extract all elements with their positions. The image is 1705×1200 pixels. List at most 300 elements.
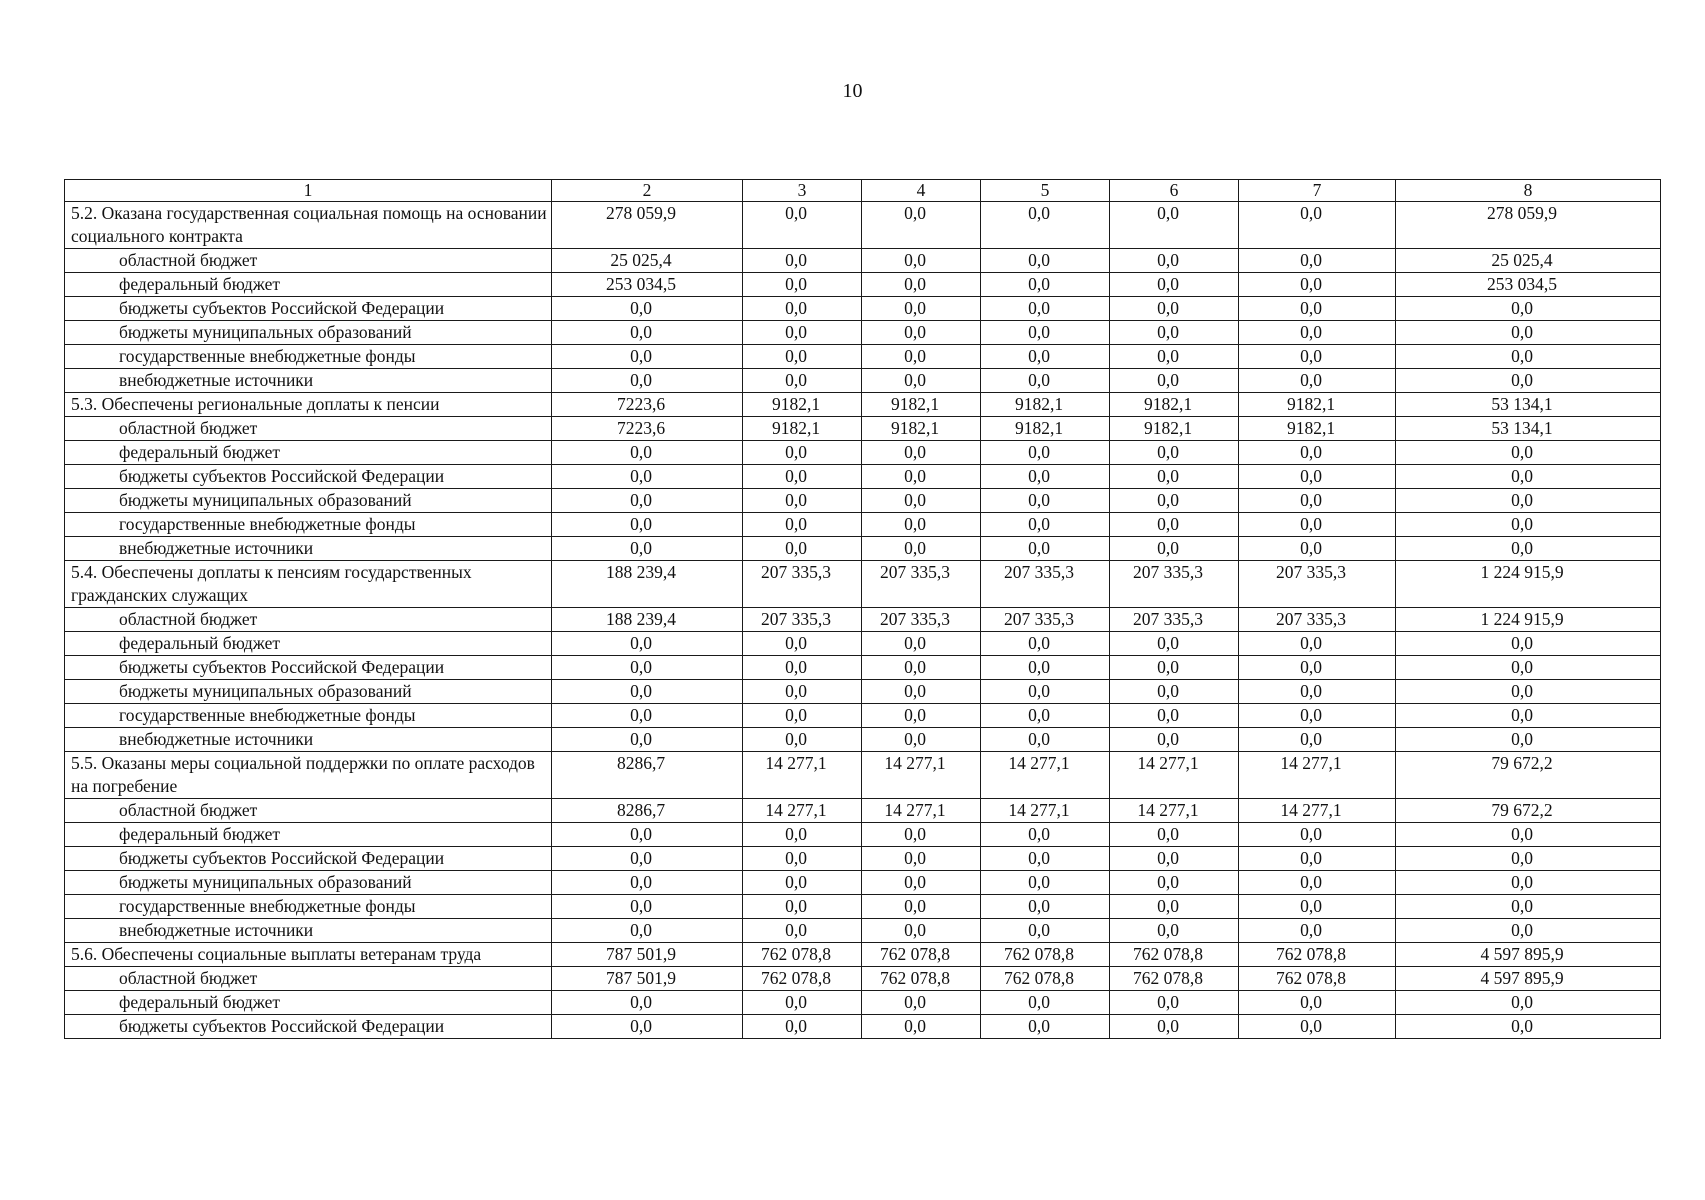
source-name: бюджеты субъектов Российской Федерации — [65, 297, 552, 321]
value-cell — [1396, 632, 1661, 656]
value-text: 0,0 — [785, 1016, 807, 1036]
value-cell — [743, 513, 862, 537]
value-cell — [743, 991, 862, 1015]
value-text: 0,0 — [630, 872, 652, 892]
value-cell — [552, 632, 743, 656]
section-name: 5.2. Оказана государственная социальная помощь на основании социального контракта — [65, 202, 552, 249]
value-cell — [1110, 608, 1239, 632]
value-cell — [981, 297, 1110, 321]
table-row — [65, 608, 1661, 632]
source-name: областной бюджет — [65, 799, 552, 823]
value-cell — [1110, 273, 1239, 297]
value-text: 14 277,1 — [884, 800, 946, 820]
value-text: 762 078,8 — [761, 968, 831, 988]
value-text: 0,0 — [1511, 681, 1533, 701]
source-name: бюджеты субъектов Российской Федерации — [65, 847, 552, 871]
value-cell — [1396, 967, 1661, 991]
value-cell — [743, 417, 862, 441]
value-text: 0,0 — [1300, 250, 1322, 270]
source-name: бюджеты муниципальных образований — [65, 680, 552, 704]
value-text: 0,0 — [1511, 514, 1533, 534]
value-cell — [862, 632, 981, 656]
value-text: 207 335,3 — [761, 562, 831, 582]
value-text: 787 501,9 — [606, 944, 676, 964]
value-cell — [552, 823, 743, 847]
value-text: 14 277,1 — [1008, 753, 1070, 773]
value-text: 0,0 — [1157, 657, 1179, 677]
value-cell — [981, 345, 1110, 369]
table-row — [65, 704, 1661, 728]
source-name: государственные внебюджетные фонды — [65, 704, 552, 728]
value-text: 0,0 — [1028, 657, 1050, 677]
value-cell — [981, 895, 1110, 919]
value-cell — [862, 871, 981, 895]
value-cell — [862, 489, 981, 513]
value-cell — [1239, 656, 1396, 680]
value-text: 0,0 — [630, 514, 652, 534]
value-text: 0,0 — [1028, 896, 1050, 916]
value-text: 0,0 — [1157, 872, 1179, 892]
value-cell — [981, 249, 1110, 273]
value-cell — [743, 728, 862, 752]
value-text: 0,0 — [1028, 729, 1050, 749]
value-cell — [1110, 202, 1239, 249]
value-cell — [1239, 1015, 1396, 1039]
value-cell — [1110, 537, 1239, 561]
value-text: 14 277,1 — [1137, 753, 1199, 773]
value-cell — [981, 943, 1110, 967]
value-text: 7223,6 — [616, 394, 666, 414]
value-cell — [862, 561, 981, 608]
column-header: 8 — [1396, 180, 1661, 202]
value-text: 0,0 — [785, 681, 807, 701]
value-cell — [1110, 823, 1239, 847]
source-name: федеральный бюджет — [65, 441, 552, 465]
value-text: 0,0 — [1028, 681, 1050, 701]
table-row — [65, 799, 1661, 823]
value-text: 0,0 — [630, 1016, 652, 1036]
value-cell — [1239, 871, 1396, 895]
column-header: 5 — [981, 180, 1110, 202]
value-cell — [1110, 489, 1239, 513]
value-cell — [1396, 919, 1661, 943]
value-text: 0,0 — [1157, 514, 1179, 534]
value-cell — [1110, 656, 1239, 680]
value-cell — [552, 943, 743, 967]
value-cell — [981, 728, 1110, 752]
value-cell — [981, 799, 1110, 823]
source-name: бюджеты субъектов Российской Федерации — [65, 1015, 552, 1039]
value-text: 0,0 — [785, 250, 807, 270]
value-text: 0,0 — [1300, 322, 1322, 342]
value-cell — [862, 967, 981, 991]
value-text: 0,0 — [1028, 274, 1050, 294]
value-text: 0,0 — [630, 370, 652, 390]
value-cell — [743, 249, 862, 273]
value-text: 0,0 — [1028, 848, 1050, 868]
value-text: 0,0 — [1511, 848, 1533, 868]
value-cell — [552, 752, 743, 799]
value-cell — [981, 513, 1110, 537]
value-text: 0,0 — [1157, 681, 1179, 701]
value-text: 0,0 — [1511, 896, 1533, 916]
value-text: 207 335,3 — [1276, 562, 1346, 582]
table-row — [65, 441, 1661, 465]
value-text: 0,0 — [1511, 490, 1533, 510]
value-cell — [552, 895, 743, 919]
value-cell — [743, 847, 862, 871]
value-text: 0,0 — [1300, 705, 1322, 725]
value-text: 0,0 — [1157, 729, 1179, 749]
source-name: бюджеты субъектов Российской Федерации — [65, 465, 552, 489]
value-cell — [743, 608, 862, 632]
value-text: 278 059,9 — [606, 203, 676, 223]
value-cell — [552, 871, 743, 895]
table-row — [65, 847, 1661, 871]
value-cell — [1396, 823, 1661, 847]
value-text: 0,0 — [904, 633, 926, 653]
value-text: 253 034,5 — [1487, 274, 1557, 294]
value-text: 79 672,2 — [1491, 800, 1553, 820]
value-text: 0,0 — [785, 466, 807, 486]
value-text: 0,0 — [1300, 298, 1322, 318]
value-cell — [1396, 537, 1661, 561]
value-cell — [1239, 799, 1396, 823]
value-text: 0,0 — [1028, 250, 1050, 270]
value-text: 0,0 — [785, 657, 807, 677]
value-text: 0,0 — [1028, 322, 1050, 342]
value-text: 14 277,1 — [1137, 800, 1199, 820]
value-text: 0,0 — [785, 346, 807, 366]
value-cell — [1396, 1015, 1661, 1039]
value-text: 0,0 — [1300, 466, 1322, 486]
value-cell — [552, 369, 743, 393]
table-body — [65, 180, 1661, 1039]
value-text: 53 134,1 — [1491, 394, 1553, 414]
value-cell — [981, 608, 1110, 632]
value-text: 0,0 — [630, 992, 652, 1012]
section-row — [65, 393, 1661, 417]
value-text: 0,0 — [904, 920, 926, 940]
source-name: внебюджетные источники — [65, 537, 552, 561]
value-cell — [981, 369, 1110, 393]
value-text: 0,0 — [904, 538, 926, 558]
table-row — [65, 1015, 1661, 1039]
value-cell — [981, 465, 1110, 489]
value-cell — [743, 489, 862, 513]
value-cell — [1396, 345, 1661, 369]
value-text: 0,0 — [1300, 824, 1322, 844]
value-cell — [743, 823, 862, 847]
value-cell — [1396, 441, 1661, 465]
value-text: 0,0 — [1300, 657, 1322, 677]
table-row — [65, 967, 1661, 991]
value-text: 0,0 — [1028, 514, 1050, 534]
value-cell — [743, 656, 862, 680]
value-text: 0,0 — [904, 298, 926, 318]
section-name: 5.3. Обеспечены региональные доплаты к пенсии — [65, 393, 552, 417]
value-cell — [552, 967, 743, 991]
value-text: 0,0 — [904, 322, 926, 342]
value-cell — [1396, 991, 1661, 1015]
value-cell — [862, 465, 981, 489]
value-text: 0,0 — [1511, 729, 1533, 749]
source-name: федеральный бюджет — [65, 823, 552, 847]
value-text: 0,0 — [1157, 346, 1179, 366]
value-cell — [1396, 321, 1661, 345]
value-text: 0,0 — [1511, 633, 1533, 653]
value-cell — [1396, 513, 1661, 537]
value-cell — [743, 561, 862, 608]
table-row — [65, 871, 1661, 895]
value-cell — [862, 919, 981, 943]
value-cell — [862, 273, 981, 297]
value-cell — [862, 513, 981, 537]
value-text: 0,0 — [1028, 872, 1050, 892]
value-text: 0,0 — [904, 729, 926, 749]
value-cell — [862, 895, 981, 919]
value-cell — [981, 991, 1110, 1015]
column-header: 4 — [862, 180, 981, 202]
value-cell — [552, 345, 743, 369]
value-text: 0,0 — [904, 490, 926, 510]
value-text: 0,0 — [1300, 896, 1322, 916]
value-cell — [1239, 608, 1396, 632]
table-row — [65, 991, 1661, 1015]
value-cell — [743, 441, 862, 465]
table-row — [65, 273, 1661, 297]
value-cell — [981, 967, 1110, 991]
value-text: 0,0 — [1028, 203, 1050, 223]
value-cell — [1396, 871, 1661, 895]
value-text: 7223,6 — [616, 418, 666, 438]
value-cell — [862, 847, 981, 871]
section-row — [65, 561, 1661, 608]
value-cell — [1110, 847, 1239, 871]
value-cell — [862, 537, 981, 561]
value-cell — [981, 680, 1110, 704]
value-text: 0,0 — [785, 896, 807, 916]
value-cell — [862, 417, 981, 441]
source-name: федеральный бюджет — [65, 991, 552, 1015]
value-text: 0,0 — [630, 896, 652, 916]
value-text: 0,0 — [1157, 848, 1179, 868]
value-cell — [1396, 680, 1661, 704]
value-cell — [981, 537, 1110, 561]
value-text: 0,0 — [630, 490, 652, 510]
value-cell — [552, 273, 743, 297]
table-row — [65, 680, 1661, 704]
value-cell — [1239, 465, 1396, 489]
value-cell — [552, 991, 743, 1015]
page-number: 10 — [842, 80, 863, 102]
value-text: 0,0 — [630, 322, 652, 342]
value-text: 207 335,3 — [1133, 609, 1203, 629]
value-cell — [1239, 321, 1396, 345]
value-cell — [552, 728, 743, 752]
value-cell — [1396, 728, 1661, 752]
value-cell — [1110, 704, 1239, 728]
value-text: 0,0 — [904, 824, 926, 844]
value-cell — [743, 273, 862, 297]
value-text: 0,0 — [1511, 1016, 1533, 1036]
value-text: 188 239,4 — [606, 609, 676, 629]
value-text: 0,0 — [1157, 538, 1179, 558]
value-cell — [1396, 943, 1661, 967]
value-text: 9182,1 — [890, 394, 940, 414]
value-cell — [1110, 417, 1239, 441]
value-text: 0,0 — [630, 729, 652, 749]
value-cell — [981, 656, 1110, 680]
value-cell — [552, 847, 743, 871]
table-row — [65, 297, 1661, 321]
value-cell — [743, 297, 862, 321]
value-text: 0,0 — [1028, 824, 1050, 844]
value-text: 0,0 — [1300, 203, 1322, 223]
value-text: 0,0 — [785, 729, 807, 749]
value-cell — [1110, 393, 1239, 417]
table-row — [65, 513, 1661, 537]
value-cell — [862, 321, 981, 345]
value-cell — [1110, 249, 1239, 273]
value-text: 0,0 — [1511, 346, 1533, 366]
value-text: 0,0 — [1028, 298, 1050, 318]
value-text: 207 335,3 — [1004, 609, 1074, 629]
value-text: 0,0 — [1028, 346, 1050, 366]
value-cell — [1110, 1015, 1239, 1039]
value-cell — [1110, 561, 1239, 608]
table-row — [65, 823, 1661, 847]
table-row — [65, 321, 1661, 345]
value-cell — [1239, 967, 1396, 991]
value-text: 278 059,9 — [1487, 203, 1557, 223]
value-text: 0,0 — [1511, 442, 1533, 462]
value-cell — [981, 321, 1110, 345]
value-text: 762 078,8 — [880, 968, 950, 988]
value-text: 0,0 — [1157, 896, 1179, 916]
source-name: бюджеты муниципальных образований — [65, 871, 552, 895]
value-text: 0,0 — [1300, 848, 1322, 868]
value-cell — [743, 632, 862, 656]
value-text: 207 335,3 — [1276, 609, 1346, 629]
value-text: 787 501,9 — [606, 968, 676, 988]
value-text: 0,0 — [1511, 322, 1533, 342]
value-cell — [1110, 632, 1239, 656]
value-text: 14 277,1 — [1280, 753, 1342, 773]
value-cell — [743, 537, 862, 561]
value-text: 0,0 — [630, 848, 652, 868]
value-cell — [1396, 799, 1661, 823]
value-cell — [1239, 847, 1396, 871]
value-cell — [1239, 273, 1396, 297]
value-cell — [552, 656, 743, 680]
value-text: 0,0 — [630, 442, 652, 462]
value-text: 207 335,3 — [880, 609, 950, 629]
value-cell — [981, 1015, 1110, 1039]
value-text: 0,0 — [785, 920, 807, 940]
value-cell — [1110, 991, 1239, 1015]
value-cell — [743, 704, 862, 728]
value-cell — [552, 537, 743, 561]
value-cell — [981, 823, 1110, 847]
value-cell — [862, 441, 981, 465]
value-text: 0,0 — [630, 633, 652, 653]
value-cell — [1239, 345, 1396, 369]
value-cell — [1396, 273, 1661, 297]
value-cell — [862, 345, 981, 369]
value-cell — [981, 704, 1110, 728]
value-text: 0,0 — [904, 681, 926, 701]
table-row — [65, 489, 1661, 513]
value-text: 0,0 — [1157, 203, 1179, 223]
header-row — [65, 180, 1661, 202]
value-text: 0,0 — [785, 442, 807, 462]
value-cell — [862, 943, 981, 967]
value-text: 0,0 — [904, 370, 926, 390]
value-text: 9182,1 — [1143, 394, 1193, 414]
value-text: 0,0 — [630, 298, 652, 318]
value-text: 762 078,8 — [761, 944, 831, 964]
value-cell — [981, 871, 1110, 895]
value-text: 0,0 — [630, 824, 652, 844]
value-cell — [862, 202, 981, 249]
value-cell — [1396, 297, 1661, 321]
value-cell — [1396, 608, 1661, 632]
column-header: 3 — [743, 180, 862, 202]
source-name: государственные внебюджетные фонды — [65, 895, 552, 919]
value-cell — [862, 369, 981, 393]
value-cell — [552, 249, 743, 273]
value-cell — [1239, 680, 1396, 704]
source-name: областной бюджет — [65, 967, 552, 991]
value-text: 0,0 — [1511, 824, 1533, 844]
value-text: 8286,7 — [616, 753, 666, 773]
value-text: 0,0 — [904, 896, 926, 916]
source-name: внебюджетные источники — [65, 369, 552, 393]
value-cell — [862, 680, 981, 704]
source-name: областной бюджет — [65, 608, 552, 632]
value-cell — [1396, 369, 1661, 393]
source-name: бюджеты муниципальных образований — [65, 321, 552, 345]
value-text: 0,0 — [785, 633, 807, 653]
value-cell — [1239, 823, 1396, 847]
value-text: 25 025,4 — [610, 250, 672, 270]
section-row — [65, 752, 1661, 799]
value-text: 0,0 — [1157, 992, 1179, 1012]
value-text: 207 335,3 — [1004, 562, 1074, 582]
value-cell — [1110, 321, 1239, 345]
value-text: 762 078,8 — [1276, 944, 1346, 964]
value-text: 0,0 — [1511, 920, 1533, 940]
value-cell — [1110, 799, 1239, 823]
value-text: 0,0 — [1300, 346, 1322, 366]
value-cell — [1239, 919, 1396, 943]
source-name: областной бюджет — [65, 417, 552, 441]
value-text: 0,0 — [785, 538, 807, 558]
value-text: 9182,1 — [1143, 418, 1193, 438]
value-text: 0,0 — [1511, 538, 1533, 558]
value-text: 0,0 — [630, 538, 652, 558]
value-cell — [1239, 297, 1396, 321]
value-text: 0,0 — [785, 705, 807, 725]
value-text: 762 078,8 — [1133, 968, 1203, 988]
value-text: 1 224 915,9 — [1480, 609, 1564, 629]
value-text: 0,0 — [1300, 1016, 1322, 1036]
value-cell — [743, 1015, 862, 1039]
value-cell — [862, 728, 981, 752]
table-row — [65, 656, 1661, 680]
value-text: 0,0 — [1300, 442, 1322, 462]
